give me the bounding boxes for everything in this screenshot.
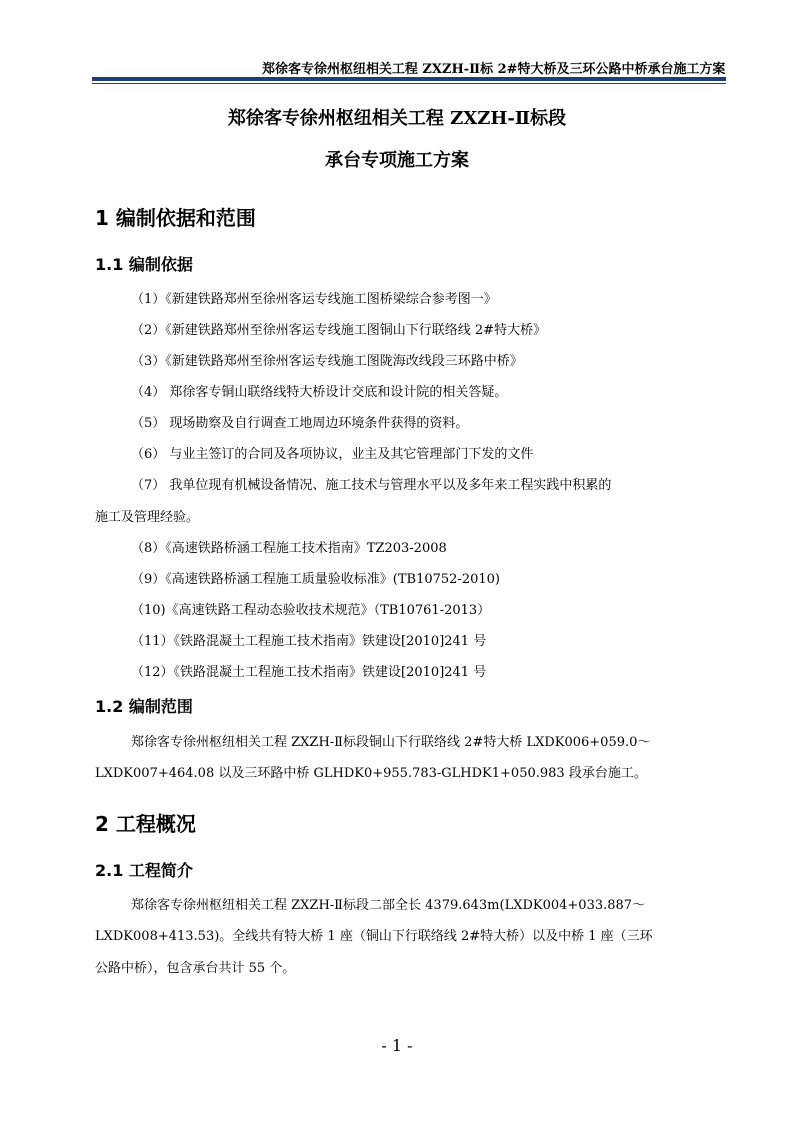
list-item: （10)《高速铁路工程动态验收技术规范》（TB10761-2013）: [131, 603, 491, 618]
list-item: （3）《新建铁路郑州至徐州客运专线施工图陇海改线段三环路中桥》: [131, 354, 523, 369]
list-item: （2）《新建铁路郑州至徐州客运专线施工图铜山下行联络线 2#特大桥》: [131, 323, 547, 338]
scope-paragraph-line1: 郑徐客专徐州枢纽相关工程 ZXZH-Ⅱ标段铜山下行联络线 2#特大桥 LXDK006+059.0～: [131, 735, 651, 750]
list-item: （6） 与业主签订的合同及各项协议，业主及其它管理部门下发的文件: [131, 447, 534, 462]
section-1-heading: 1 编制依据和范围: [95, 206, 256, 230]
list-item: （9）《高速铁路桥涵工程施工质量验收标准》(TB10752-2010): [131, 572, 500, 587]
page-number: - 1 -: [381, 1036, 413, 1055]
list-item: （11）《铁路混凝土工程施工技术指南》铁建设[2010]241 号: [131, 634, 487, 649]
header-rule-thin: [92, 83, 726, 84]
running-title: 郑徐客专徐州枢纽相关工程 ZXZH-Ⅱ标 2#特大桥及三环公路中桥承台施工方案: [262, 62, 726, 77]
list-item-continuation: 施工及管理经验。: [95, 510, 200, 525]
section-1-2-heading: 1.2 编制范围: [95, 697, 193, 716]
overview-paragraph-line1: 郑徐客专徐州枢纽相关工程 ZXZH-Ⅱ标段二部全长 4379.643m(LXDK004+033.887～: [131, 898, 646, 913]
list-item: （4） 郑徐客专铜山联络线特大桥设计交底和设计院的相关答疑。: [131, 385, 508, 400]
scope-paragraph-line2: LXDK007+464.08 以及三环路中桥 GLHDK0+955.783-GLHDK1+050.983 段承台施工。: [95, 766, 647, 781]
list-item: （1）《新建铁路郑州至徐州客运专线施工图桥梁综合参考图一》: [131, 292, 497, 307]
list-item: （7） 我单位现有机械设备情况、施工技术与管理水平以及多年来工程实践中积累的: [131, 478, 612, 493]
document-title-line2: 承台专项施工方案: [325, 150, 469, 171]
header-rule-thick: [92, 77, 726, 81]
document-title-line1: 郑徐客专徐州枢纽相关工程 ZXZH-Ⅱ标段: [227, 108, 567, 129]
list-item: （8）《高速铁路桥涵工程施工技术指南》TZ203-2008: [131, 541, 447, 556]
section-2-heading: 2 工程概况: [95, 812, 196, 836]
overview-paragraph-line3: 公路中桥），包含承台共计 55 个。: [95, 961, 296, 976]
list-item: （12）《铁路混凝土工程施工技术指南》铁建设[2010]241 号: [131, 665, 487, 680]
list-item: （5） 现场勘察及自行调查工地周边环境条件获得的资料。: [131, 416, 469, 431]
overview-paragraph-line2: LXDK008+413.53)。全线共有特大桥 1 座（铜山下行联络线 2#特大桥）以及中桥 1 座（三环: [95, 929, 653, 944]
section-1-1-heading: 1.1 编制依据: [95, 255, 193, 274]
section-2-1-heading: 2.1 工程简介: [95, 861, 193, 880]
